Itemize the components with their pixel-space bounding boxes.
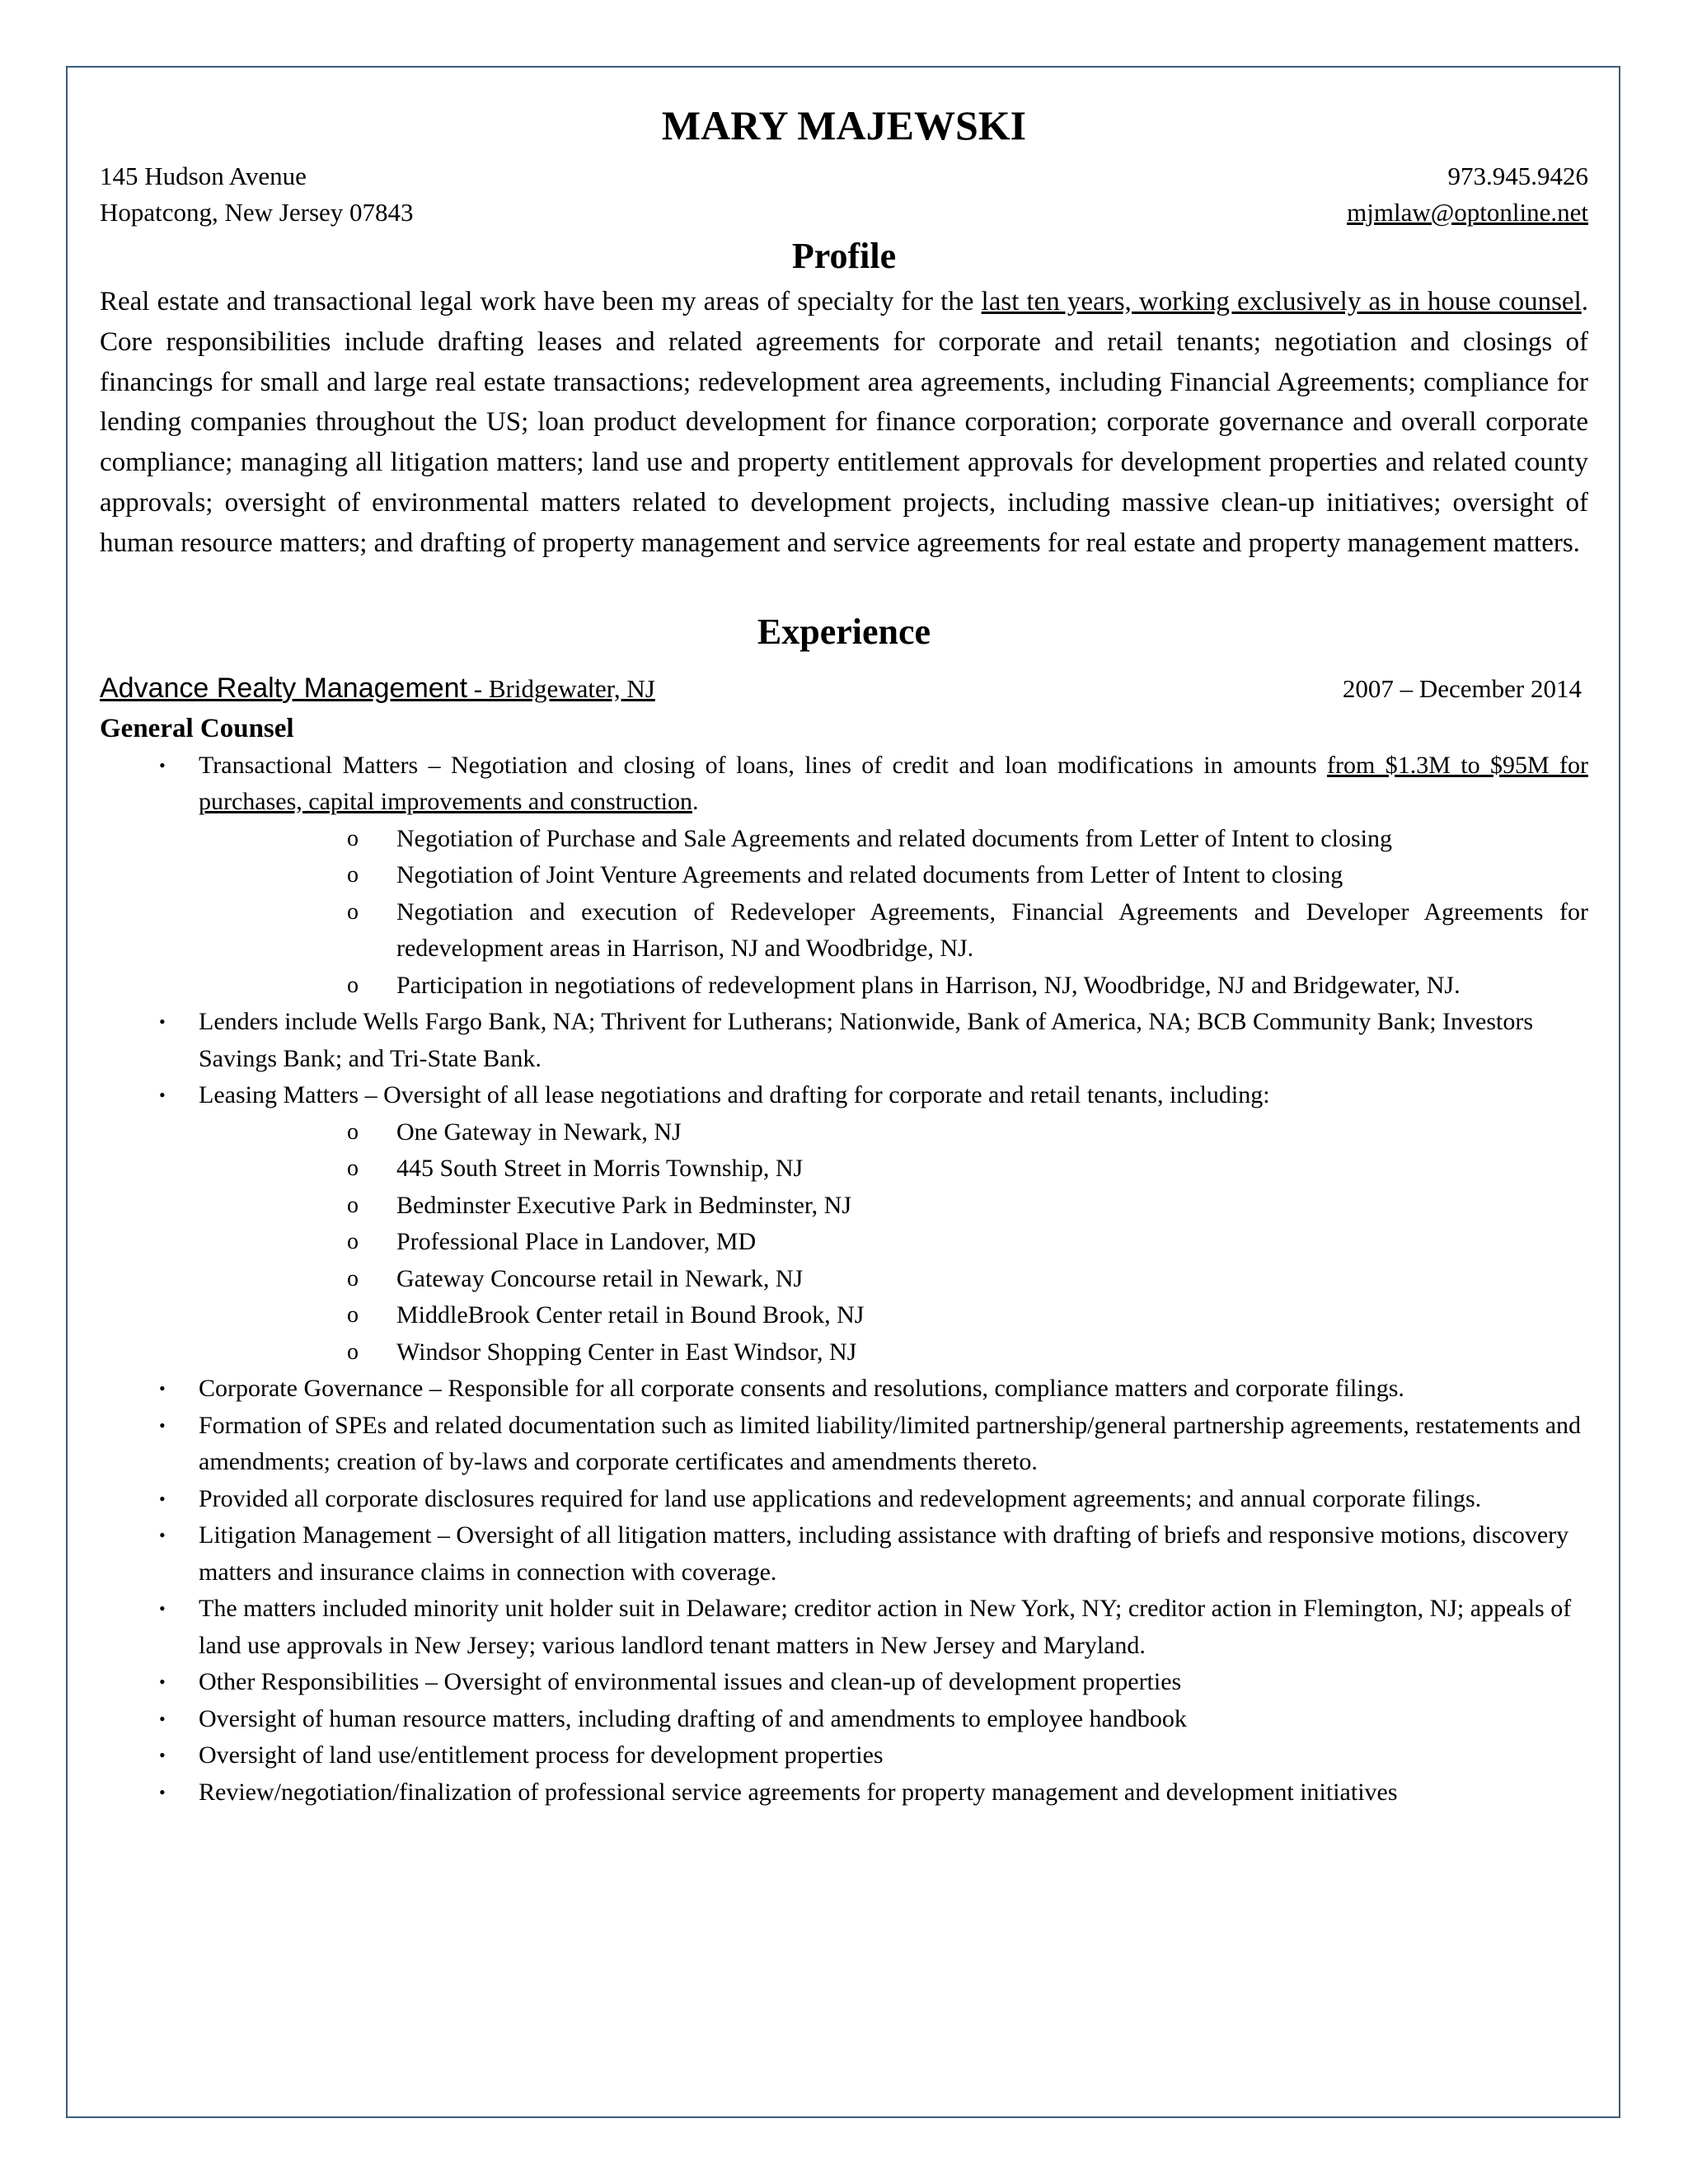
circle-bullet-icon: o: [347, 825, 359, 851]
bullet-icon: •: [159, 1488, 166, 1509]
bullet-icon: •: [159, 1085, 166, 1106]
sub-list-item: [199, 821, 1588, 858]
candidate-name: MARY MAJEWSKI: [661, 102, 1027, 148]
circle-bullet-icon: o: [347, 1265, 359, 1291]
circle-bullet-icon: o: [347, 1155, 359, 1182]
bullet-icon: •: [159, 1011, 166, 1033]
employer-company: Advance Realty Management: [100, 672, 468, 704]
circle-bullet-icon: o: [347, 1118, 359, 1145]
circle-bullet-icon: o: [347, 1338, 359, 1365]
sub-list-item: [199, 1114, 1588, 1151]
profile-text-underlined: last ten years, working exclusively as in house counsel: [981, 287, 1582, 316]
list-item: [100, 1371, 1588, 1408]
sub-list-item: [199, 1188, 1588, 1225]
sub-list-item: [199, 1334, 1588, 1371]
list-item: [100, 1591, 1588, 1664]
bullet-text: Corporate Governance – Responsible for all corporate consents and resolutions, compliance matters and corporate filings.: [199, 1375, 1404, 1403]
list-item: [100, 1481, 1588, 1518]
circle-bullet-icon: o: [347, 862, 359, 888]
bullet-icon: •: [159, 1671, 166, 1693]
sub-item-text: Participation in negotiations of redevelopment plans in Harrison, NJ, Woodbridge, NJ and Bridgewater, NJ.: [396, 971, 1461, 999]
sub-item-text: Professional Place in Landover, MD: [396, 1228, 757, 1256]
job-header: [100, 668, 1588, 710]
sub-list-item: [199, 968, 1588, 1005]
sub-list-item: [199, 894, 1588, 968]
bullet-text: Leasing Matters – Oversight of all lease negotiations and drafting for corporate and retail tenants, including:: [199, 1081, 1270, 1109]
sub-list-item: [199, 1151, 1588, 1188]
bullet-text-end: .: [692, 788, 699, 816]
list-item: [100, 1774, 1588, 1811]
bullet-text: Review/negotiation/finalization of professional service agreements for property management and development initiatives: [199, 1778, 1398, 1806]
sub-item-text: Negotiation of Purchase and Sale Agreements and related documents from Letter of Intent to closing: [396, 824, 1392, 852]
bullet-text: Provided all corporate disclosures required for land use applications and redevelopment agreements; and annual corporate filings.: [199, 1484, 1482, 1512]
employer-location: - Bridgewater, NJ: [467, 673, 655, 703]
experience-heading: Experience: [757, 611, 931, 652]
sub-item-text: MiddleBrook Center retail in Bound Brook, NJ: [396, 1301, 865, 1329]
bullet-text: Oversight of land use/entitlement process for development properties: [199, 1741, 884, 1769]
bullet-text-start: Transactional Matters – Negotiation and closing of loans, lines of credit and loan modifications in amounts: [199, 751, 1328, 779]
bullet-icon: •: [159, 1598, 166, 1619]
sub-list: [199, 821, 1588, 1005]
profile-text-start: Real estate and transactional legal work have been my areas of specialty for the: [100, 287, 982, 316]
bullet-text: The matters included minority unit holder suit in Delaware; creditor action in New York, NY; creditor action in Flemington, NJ; appeals of land use approvals in New Jersey; various landlord tenant matters in New Jersey and Maryland.: [199, 1595, 1572, 1659]
list-item: [100, 748, 1588, 1005]
sub-list-item: [199, 1297, 1588, 1334]
bullet-icon: •: [159, 1745, 166, 1766]
list-item: [100, 1077, 1588, 1371]
responsibilities-list: [100, 748, 1588, 1811]
sub-item-text: 445 South Street in Morris Township, NJ: [396, 1155, 804, 1183]
job-title: General Counsel: [100, 713, 294, 743]
list-item: [100, 1737, 1588, 1774]
sub-item-text: Windsor Shopping Center in East Windsor, NJ: [396, 1338, 857, 1366]
list-item: [100, 1004, 1588, 1077]
bullet-text: Formation of SPEs and related documentation such as limited liability/limited partnership/general partnership agreements, restatements and amendments; creation of by-laws and corporate certificates and amendments thereto.: [199, 1411, 1582, 1476]
employer-name: [100, 668, 655, 710]
list-item: [100, 1664, 1588, 1701]
sub-list-item: [199, 1224, 1588, 1261]
list-item: [100, 1701, 1588, 1738]
bullet-icon: •: [159, 1708, 166, 1729]
sub-item-text: One Gateway in Newark, NJ: [396, 1118, 682, 1146]
bullet-text: Other Responsibilities – Oversight of environmental issues and clean-up of development properties: [199, 1668, 1182, 1696]
sub-item-text: Gateway Concourse retail in Newark, NJ: [396, 1264, 804, 1292]
sub-list-item: [199, 1261, 1588, 1298]
bullet-icon: •: [159, 1781, 166, 1802]
circle-bullet-icon: o: [347, 972, 359, 998]
job-dates: 2007 – December 2014: [1342, 673, 1582, 703]
sub-item-text: Negotiation and execution of Redeveloper Agreements, Financial Agreements and Developer Agreements for redevelopment areas in Harrison, NJ and Woodbridge, NJ.: [396, 898, 1588, 963]
contact-row-2: [100, 194, 1588, 231]
profile-heading: Profile: [791, 236, 897, 276]
bullet-icon: •: [159, 754, 166, 776]
sub-item-text: Negotiation of Joint Venture Agreements and related documents from Letter of Intent to closing: [396, 861, 1343, 889]
phone-number: 973.945.9426: [1447, 162, 1588, 190]
sub-list: [199, 1114, 1588, 1371]
bullet-icon: •: [159, 1414, 166, 1436]
bullet-text-underlined: from $1.3M to $95M for purchases, capital improvements and construction: [199, 751, 1588, 816]
list-item: [100, 1517, 1588, 1591]
bullet-icon: •: [159, 1525, 166, 1546]
address-line-1: 145 Hudson Avenue: [100, 162, 307, 190]
email-link[interactable]: mjmlaw@optonline.net: [1347, 198, 1588, 227]
resume-document: [100, 92, 1588, 1811]
sub-item-text: Bedminster Executive Park in Bedminster, NJ: [396, 1191, 852, 1219]
bullet-text: Lenders include Wells Fargo Bank, NA; Thrivent for Lutherans; Nationwide, Bank of America, NA; BCB Community Bank; Investors Savings Bank; and Tri-State Bank.: [199, 1008, 1534, 1072]
address-line-2: Hopatcong, New Jersey 07843: [100, 198, 414, 227]
bullet-icon: •: [159, 1378, 166, 1399]
bullet-text: Oversight of human resource matters, including drafting of and amendments to employee handbook: [199, 1704, 1187, 1732]
sub-list-item: [199, 857, 1588, 894]
contact-row-1: [100, 158, 1588, 194]
bullet-text: Litigation Management – Oversight of all litigation matters, including assistance with drafting of briefs and responsive motions, discovery matters and insurance claims in connection with coverage.: [199, 1521, 1569, 1586]
circle-bullet-icon: o: [347, 1192, 359, 1218]
circle-bullet-icon: o: [347, 1229, 359, 1255]
circle-bullet-icon: o: [347, 898, 359, 925]
profile-paragraph: [100, 282, 1588, 564]
profile-text-rest: . Core responsibilities include drafting leases and related agreements for corporate and retail tenants; negotiation and closings of financings for small and large real estate transactions; redevelopment area agreements, including Financial Agreements; compliance for lending companies throughout the US; loan product development for finance corporation; corporate governance and overall corporate compliance; managing all litigation matters; land use and property entitlement approvals for development properties and related county approvals; oversight of environmental matters related to development projects, including massive clean-up initiatives; oversight of human resource matters; and drafting of property management and service agreements for real estate and property management matters.: [100, 287, 1588, 558]
circle-bullet-icon: o: [347, 1302, 359, 1329]
list-item: [100, 1408, 1588, 1481]
